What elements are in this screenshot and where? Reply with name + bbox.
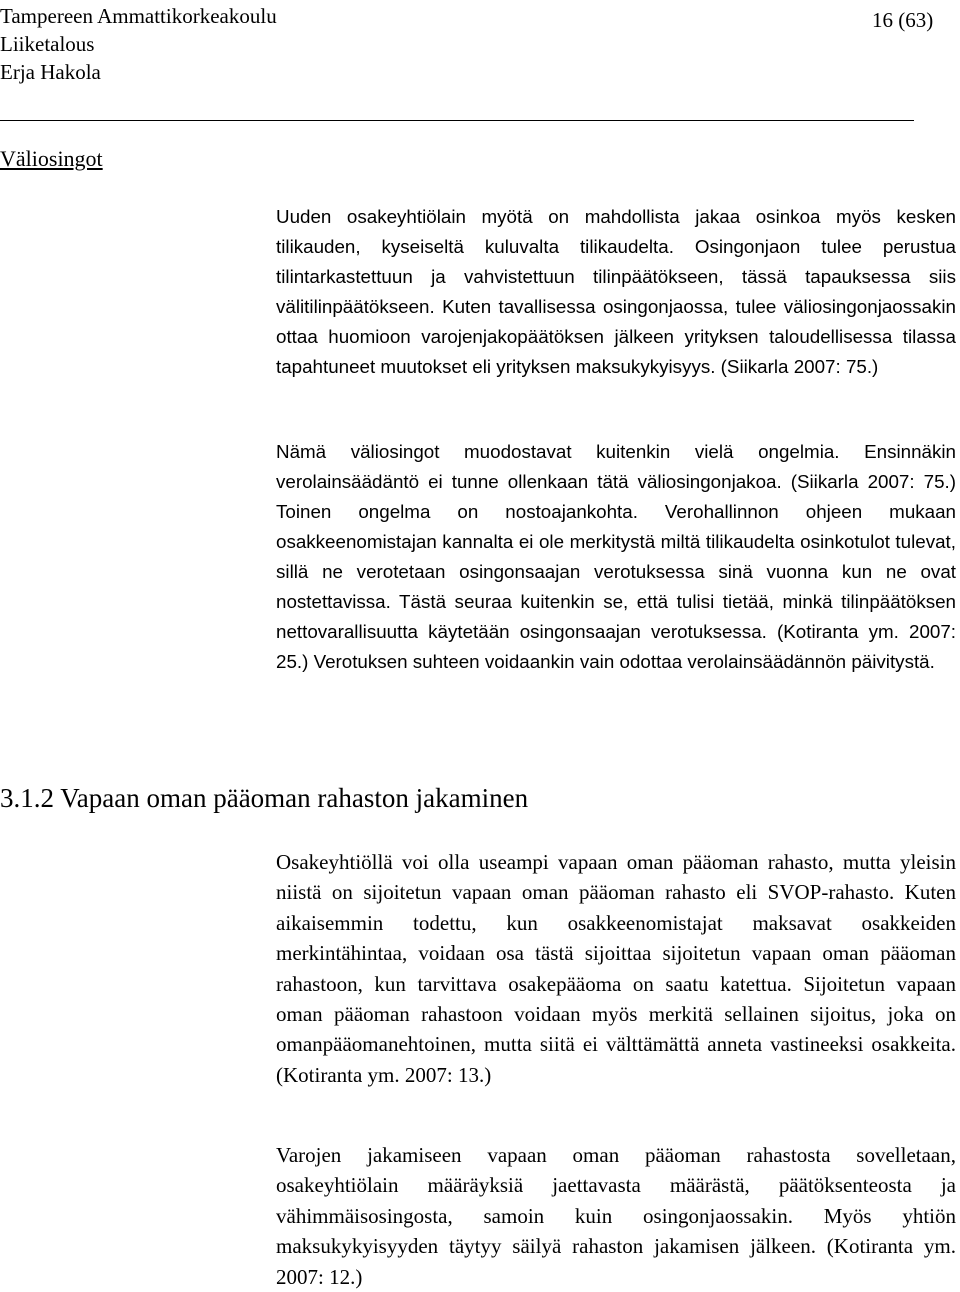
body-paragraph: Uuden osakeyhtiölain myötä on mahdollista jakaa osinkoa myös kesken tilikauden, kyseiseltä kuluvalta tilikaudelta. Osingonjaon tulee perustua tilintarkastettuun ja vahvistettuun tilinpäätökseen, tässä tapauksessa siis välitilinpäätökseen. Kuten tavallisessa osingonjaossa, tulee väliosingonjaossakin ottaa huomioon varojenjakopäätöksen jälkeen yrityksen taloudellisessa tilassa tapahtuneet muutokset eli yrityksen maksukykyisyys. (Siikarla 2007: 75.)	[276, 206, 956, 377]
author-name: Erja Hakola	[0, 60, 101, 84]
institution-name: Tampereen Ammattikorkeakoulu	[0, 4, 277, 28]
section-title: 3.1.2 Vapaan oman pääoman rahaston jakaminen	[0, 783, 529, 813]
page-number: 16 (63)	[872, 8, 934, 32]
body-paragraph: Nämä väliosingot muodostavat kuitenkin vielä ongelmia. Ensinnäkin verolainsäädäntö ei tunne ollenkaan tätä väliosingonjakoa. (Siikarla 2007: 75.) Toinen ongelma on nostoajankohta. Verohallinnon ohjeen mukaan osakkeenomistajan kannalta ei ole merkitystä miltä tilikaudelta osinkotulot tulevat, sillä ne verotetaan osingonsaajan verotuksessa sinä vuonna kun ne ovat nostettavissa. Tästä seuraa kuitenkin se, että tulisi tietää, minkä tilinpäätöksen nettovarallisuutta käytetään osingonsaajan verotuksessa. (Kotiranta ym. 2007: 25.) Verotuksen suhteen voidaankin vain odottaa verolainsäädännön päivitystä.	[276, 441, 956, 672]
header-divider	[0, 120, 914, 121]
page-header	[0, 2, 277, 86]
department-name: Liiketalous	[0, 32, 95, 56]
subheading: Väliosingot	[0, 146, 103, 171]
body-paragraph: Osakeyhtiöllä voi olla useampi vapaan oman pääoman rahasto, mutta yleisin niistä on sijoitetun vapaan oman pääoman rahasto eli SVOP-rahasto. Kuten aikaisemmin todettu, kun osakkeenomistajat maksavat osakkeiden merkintähintaa, voidaan osa tästä sijoittaa sijoitetun vapaan oman pääoman rahastoon, kun tarvittava osakepääoma on saatu katettua. Sijoitetun vapaan oman pääoman rahastoon voidaan myös merkitä sellainen sijoitus, joka on omanpääomanehtoinen, mutta siitä ei välttämättä anneta vastineeksi osakkeita. (Kotiranta ym. 2007: 13.)	[276, 850, 956, 1087]
body-paragraph: Varojen jakamiseen vapaan oman pääoman rahastosta sovelletaan, osakeyhtiölain määräyksiä jaettavasta määrästä, päätöksenteosta ja vähimmäisosingosta, samoin kuin osingonjaossakin. Myös yhtiön maksukykyisyyden täytyy säilyä rahaston jakamisen jälkeen. (Kotiranta ym. 2007: 12.)	[276, 1143, 956, 1289]
